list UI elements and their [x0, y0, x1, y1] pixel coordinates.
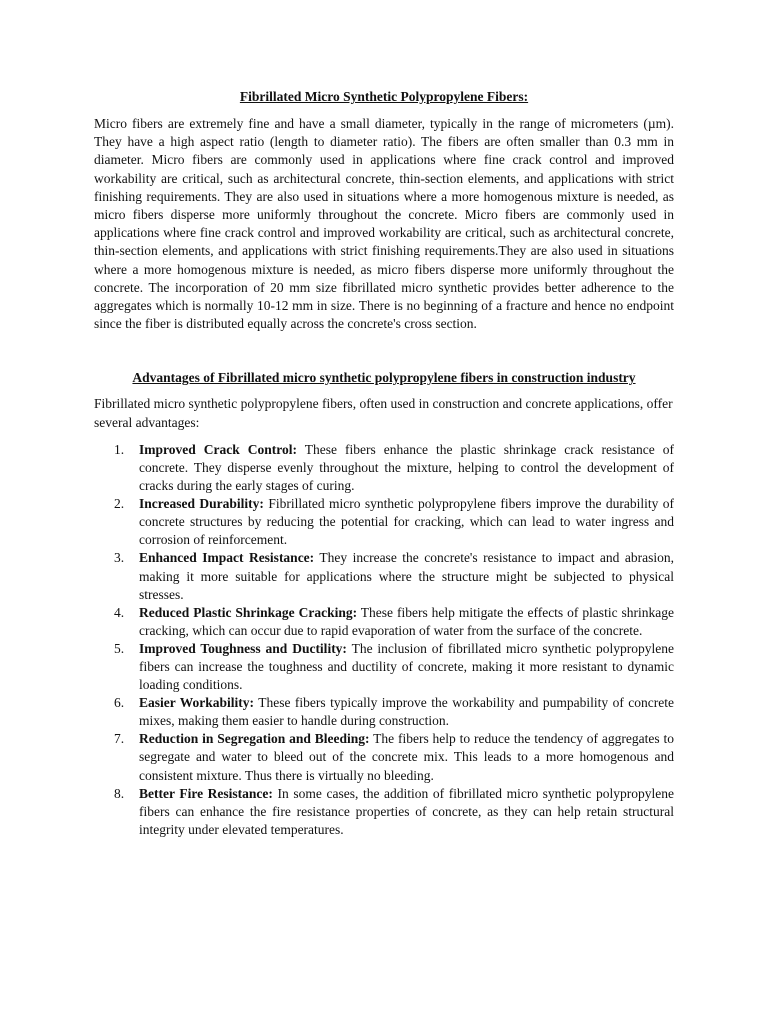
- advantages-intro: Fibrillated micro synthetic polypropylene fibers, often used in construction and concrete applications, offer several advantages:: [94, 396, 673, 430]
- list-item: [94, 549, 674, 603]
- list-item-text: These fibers enhance the plastic shrinkage crack resistance of concrete. They disperse evenly throughout the mixture, helping to control the development of cracks during the early stages of curing.: [139, 441, 674, 494]
- list-item: [94, 640, 674, 694]
- list-item: [94, 730, 674, 784]
- list-item: [94, 694, 674, 730]
- list-item: [94, 441, 674, 495]
- list-item-number: 7.: [114, 731, 125, 747]
- fibers-description-paragraph: Micro fibers are extremely fine and have a small diameter, typically in the range of micrometers (µm). They have a high aspect ratio (length to diameter ratio). The fibers are often smaller than 0.3 mm in diameter. Micro fibers are commonly used in applications where fine crack control and improved workability are critical, such as architectural concrete, thin-section elements, and applications with strict finishing requirements. They are also used in situations where a more homogenous mixture is needed, as micro fibers disperse more uniformly throughout the concrete. Micro fibers are commonly used in applications where fine crack control and improved workability are critical, such as architectural concrete, thin-section elements, and applications with strict finishing requirements.They are also used in situations where a more homogenous mixture is needed, as micro fibers disperse more uniformly throughout the concrete. The incorporation of 20 mm size fibrillated micro synthetic provides better adherence to the aggregates which is normally 10-12 mm in size. There is no beginning of a fracture and hence no endpoint since the fiber is distributed equally across the concrete's cross section.: [94, 116, 674, 332]
- list-item-number: 8.: [114, 785, 125, 801]
- list-item-number: 5.: [114, 640, 125, 656]
- list-item-text: These fibers typically improve the workability and pumpability of concrete mixes, making them easier to handle during construction.: [139, 695, 674, 729]
- list-item-label: Enhanced Impact Resistance:: [139, 550, 315, 566]
- list-item-text: They increase the concrete's resistance to impact and abrasion, making it more suitable for applications where the structure might be subjected to physical stresses.: [139, 550, 674, 602]
- list-item-label: Better Fire Resistance:: [139, 785, 273, 801]
- list-item-text: Fibrillated micro synthetic polypropylene fibers improve the durability of concrete structures by reducing the potential for cracking, which can lead to water ingress and corrosion of reinforcement.: [139, 496, 675, 548]
- list-item-label: Improved Toughness and Ductility:: [139, 640, 347, 656]
- list-item-label: Reduction in Segregation and Bleeding:: [139, 731, 370, 747]
- list-item-number: 1.: [114, 441, 125, 457]
- section-title-advantages: Advantages of Fibrillated micro synthetic polypropylene fibers in construction industry: [132, 370, 636, 386]
- list-item: [94, 604, 674, 640]
- list-item-number: 4.: [114, 604, 125, 620]
- list-item-text: The fibers help to reduce the tendency of aggregates to segregate and water to bleed out of the concrete mix. This leads to a more homogenous and consistent mixture. Thus there is virtually no bleeding.: [139, 731, 674, 783]
- section-title-fibers: Fibrillated Micro Synthetic Polypropylene Fibers:: [239, 89, 529, 104]
- list-item-number: 6.: [114, 695, 125, 711]
- list-item-text: The inclusion of fibrillated micro synthetic polypropylene fibers can increase the toughness and ductility of concrete, making it more resistant to dynamic loading conditions.: [139, 640, 674, 693]
- list-item-number: 2.: [114, 496, 125, 512]
- list-item: [94, 495, 674, 549]
- list-item-label: Easier Workability:: [139, 695, 254, 711]
- list-item-number: 3.: [114, 550, 125, 566]
- list-item-label: Reduced Plastic Shrinkage Cracking:: [139, 604, 358, 620]
- list-item-text: In some cases, the addition of fibrillated micro synthetic polypropylene fibers can enhance the fire resistance properties of concrete, as they can help retain structural integrity under elevated temperatures.: [139, 785, 674, 837]
- list-item-label: Increased Durability:: [139, 496, 264, 512]
- list-item: [94, 785, 674, 839]
- list-item-label: Improved Crack Control:: [139, 441, 298, 457]
- list-item-text: These fibers help mitigate the effects of plastic shrinkage cracking, which can occur due to rapid evaporation of water from the surface of the concrete.: [139, 604, 674, 638]
- advantages-list: [94, 441, 674, 839]
